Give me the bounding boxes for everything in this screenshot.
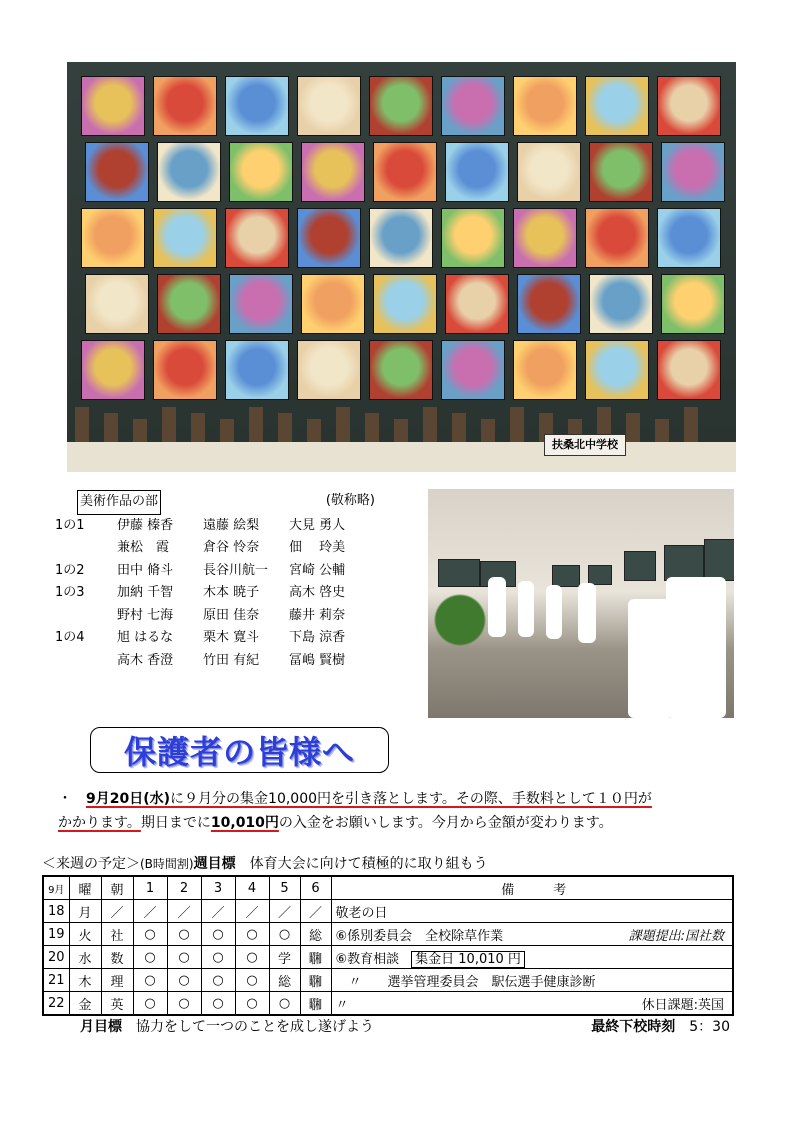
sculpture xyxy=(249,407,263,443)
wall-picture xyxy=(624,551,656,581)
schedule-cell: 数 xyxy=(101,946,133,969)
dismissal-label: 最終下校時刻 xyxy=(591,1019,676,1035)
sculpture xyxy=(162,407,176,443)
artwork xyxy=(585,208,649,268)
schedule-cell: 21 xyxy=(43,969,69,992)
artwork xyxy=(657,76,721,136)
artwork xyxy=(301,142,365,202)
header-cell: 曜 xyxy=(69,876,101,900)
student-name: 遠藤 絵梨 xyxy=(203,517,260,533)
student-name: 佃 玲美 xyxy=(289,540,346,555)
header-cell: 1 xyxy=(133,876,167,900)
monthly-goal-text: 協力をして一つのことを成し遂げよう xyxy=(136,1019,374,1035)
schedule-row xyxy=(43,969,733,992)
schedule-cell: ○ xyxy=(269,923,300,946)
schedule-cell: 18 xyxy=(43,900,69,923)
student-figure xyxy=(488,577,506,637)
artwork xyxy=(153,208,217,268)
note-text: 〃 選挙管理委員会 駅伝選手健康診断 xyxy=(335,974,596,990)
credit-row xyxy=(55,650,375,673)
student-name: 下島 涼香 xyxy=(289,630,346,645)
artwork xyxy=(369,208,433,268)
header-cell: 9月 xyxy=(43,876,69,900)
schedule-cell: ／ xyxy=(201,900,235,923)
display-shelf xyxy=(67,442,736,472)
student-name: 木本 暁子 xyxy=(203,585,260,600)
artwork xyxy=(157,142,221,202)
debit-date: 9月20日(水) xyxy=(86,791,171,807)
schedule-cell: ○ xyxy=(133,969,167,992)
artwork xyxy=(513,208,577,268)
artwork xyxy=(153,76,217,136)
schedule-row xyxy=(43,992,733,1016)
sculpture xyxy=(510,407,524,443)
note-cell xyxy=(331,946,733,969)
schedule-cell: ／ xyxy=(133,900,167,923)
schedule-cell: 社 xyxy=(101,923,133,946)
header-cell: 5 xyxy=(269,876,300,900)
note-text: ⑥教育相談 xyxy=(335,951,400,967)
parents-banner xyxy=(90,727,389,773)
schedule-cell: 22 xyxy=(43,992,69,1016)
wall-picture xyxy=(704,539,734,581)
credit-row xyxy=(55,605,375,628)
schedule-cell: 金 xyxy=(69,992,101,1016)
credits-honorific: (敬称略) xyxy=(325,493,375,508)
artwork xyxy=(225,340,289,400)
note-cell xyxy=(331,923,733,946)
schedule-cell: ○ xyxy=(235,946,269,969)
student-name: 兼松 霞 xyxy=(117,540,170,555)
schedule-cell: 木 xyxy=(69,969,101,992)
banner-text: 保護者の皆様へ xyxy=(123,733,355,771)
artwork xyxy=(513,76,577,136)
note-right-text: 休日課題:英国 xyxy=(641,997,724,1013)
artwork xyxy=(85,274,149,334)
exhibition-photo xyxy=(67,62,736,472)
schedule-cell: ○ xyxy=(167,992,201,1016)
artwork xyxy=(85,142,149,202)
schedule-row xyxy=(43,946,733,969)
schedule-cell: ／ xyxy=(101,900,133,923)
weekly-goal: 体育大会に向けて積極的に取り組もう xyxy=(249,856,488,872)
class-label: 1の2 xyxy=(55,562,85,578)
class-label: 1の3 xyxy=(55,585,85,600)
sculpture xyxy=(423,407,437,443)
schedule-cell: ○ xyxy=(201,969,235,992)
student-name: 伊藤 榛香 xyxy=(117,517,174,533)
artwork xyxy=(445,142,509,202)
student-name: 冨嶋 賢樹 xyxy=(289,652,346,668)
artwork xyxy=(517,142,581,202)
artwork xyxy=(589,142,653,202)
schedule-cell: ○ xyxy=(133,923,167,946)
artwork xyxy=(153,340,217,400)
student-figure xyxy=(546,585,562,639)
art-credits xyxy=(55,490,375,672)
artwork xyxy=(513,340,577,400)
artwork xyxy=(229,274,293,334)
student-name: 加納 千智 xyxy=(117,585,174,600)
artwork xyxy=(661,142,725,202)
weekly-schedule-table xyxy=(42,875,734,1016)
sculpture xyxy=(684,407,698,443)
potted-plant xyxy=(434,585,486,655)
artwork xyxy=(441,208,505,268)
header-cell: 4 xyxy=(235,876,269,900)
schedule-cell: ○ xyxy=(167,923,201,946)
class-label xyxy=(55,537,117,560)
credit-row xyxy=(55,627,375,650)
artwork xyxy=(297,340,361,400)
payment-amount: 10,010円 xyxy=(210,815,279,831)
schedule-cell: ㍼ xyxy=(300,946,331,969)
wall-picture xyxy=(552,565,580,587)
note-text: ⑥係別委員会 全校除草作業 xyxy=(335,928,504,944)
artwork xyxy=(441,340,505,400)
artwork xyxy=(585,76,649,136)
artwork xyxy=(369,76,433,136)
student-name: 高木 香澄 xyxy=(117,652,174,668)
school-name-plate: 扶桑北中学校 xyxy=(544,434,626,456)
schedule-cell: 月 xyxy=(69,900,101,923)
artwork xyxy=(225,208,289,268)
schedule-cell: 20 xyxy=(43,946,69,969)
artwork xyxy=(373,142,437,202)
student-name: 大見 勇人 xyxy=(289,517,346,533)
note-cell xyxy=(331,900,733,923)
artwork xyxy=(297,76,361,136)
schedule-cell: 総 xyxy=(300,923,331,946)
student-name: 倉谷 怜奈 xyxy=(203,540,260,555)
student-name: 原田 佳奈 xyxy=(203,607,260,623)
schedule-cell: ○ xyxy=(201,992,235,1016)
credit-row xyxy=(55,582,375,605)
schedule-cell: 理 xyxy=(101,969,133,992)
student-figure xyxy=(518,581,534,637)
header-cell: 3 xyxy=(201,876,235,900)
schedule-title: ＜来週の予定＞(B時間割)週目標 体育大会に向けて積極的に取り組もう xyxy=(42,856,488,872)
artwork xyxy=(297,208,361,268)
class-label xyxy=(55,605,117,628)
artwork xyxy=(157,274,221,334)
schedule-cell: ○ xyxy=(133,992,167,1016)
student-figure xyxy=(666,577,726,718)
student-name: 藤井 莉奈 xyxy=(289,607,346,623)
student-name: 野村 七海 xyxy=(117,607,174,623)
student-name: 高木 啓史 xyxy=(289,585,346,600)
header-cell: 2 xyxy=(167,876,201,900)
artwork xyxy=(589,274,653,334)
credit-row xyxy=(55,560,375,583)
class-label: 1の1 xyxy=(55,517,85,533)
wall-picture xyxy=(438,559,480,587)
schedule-cell: ○ xyxy=(201,946,235,969)
schedule-cell: 英 xyxy=(101,992,133,1016)
artwork xyxy=(661,274,725,334)
schedule-cell: ／ xyxy=(167,900,201,923)
note-text: 敬老の日 xyxy=(335,905,388,921)
schedule-cell: 19 xyxy=(43,923,69,946)
schedule-header-row xyxy=(43,876,733,900)
schedule-cell: 火 xyxy=(69,923,101,946)
header-cell: 朝 xyxy=(101,876,133,900)
monthly-goal-footer xyxy=(80,1016,730,1036)
artwork xyxy=(369,340,433,400)
note-text: 〃 xyxy=(335,997,349,1013)
artwork xyxy=(301,274,365,334)
artwork xyxy=(657,208,721,268)
schedule-cell: ○ xyxy=(235,923,269,946)
schedule-cell: ○ xyxy=(235,992,269,1016)
credit-row xyxy=(55,515,375,538)
artwork xyxy=(445,274,509,334)
artwork xyxy=(225,76,289,136)
artwork xyxy=(657,340,721,400)
artwork xyxy=(441,76,505,136)
credit-row xyxy=(55,537,375,560)
collection-day-box: 集金日 10,010 円 xyxy=(411,951,525,968)
schedule-cell: ㍼ xyxy=(300,992,331,1016)
student-name: 栗木 寛斗 xyxy=(203,630,260,645)
schedule-cell: ○ xyxy=(133,946,167,969)
payment-notice: ・ 9月20日(水)に９月分の集金10,000円を引き落とします。その際、手数料として１０円が かかります。期日までに10,010円の入金をお願いします。今月から金額が変わります。 xyxy=(58,791,652,831)
wall-picture xyxy=(588,565,612,585)
header-cell: 備 考 xyxy=(331,876,733,900)
sculpture xyxy=(336,407,350,443)
artwork xyxy=(229,142,293,202)
artwork xyxy=(81,340,145,400)
note-cell xyxy=(331,992,733,1016)
schedule-row xyxy=(43,923,733,946)
sculpture xyxy=(75,407,89,443)
note-cell xyxy=(331,969,733,992)
artwork xyxy=(81,76,145,136)
artwork xyxy=(517,274,581,334)
student-name: 宮崎 公輔 xyxy=(289,562,346,578)
schedule-cell: ㍼ xyxy=(300,969,331,992)
credits-heading: 美術作品の部 xyxy=(77,490,161,515)
schedule-row xyxy=(43,900,733,923)
header-cell: 6 xyxy=(300,876,331,900)
note-right-text: 課題提出:国社数 xyxy=(628,928,724,944)
schedule-cell: 総 xyxy=(269,969,300,992)
schedule-cell: ／ xyxy=(235,900,269,923)
schedule-cell: 学 xyxy=(269,946,300,969)
class-label: 1の4 xyxy=(55,630,85,645)
schedule-cell: ○ xyxy=(167,969,201,992)
student-name: 長谷川航一 xyxy=(203,562,269,578)
artwork xyxy=(81,208,145,268)
artwork xyxy=(585,340,649,400)
schedule-cell: ／ xyxy=(300,900,331,923)
student-name: 竹田 有紀 xyxy=(203,652,260,668)
student-name: 旭 はるな xyxy=(117,630,174,645)
wall-picture xyxy=(664,545,704,581)
monthly-goal-label: 月目標 xyxy=(80,1019,122,1035)
schedule-cell: ○ xyxy=(201,923,235,946)
schedule-cell: ○ xyxy=(269,992,300,1016)
schedule-cell: ／ xyxy=(269,900,300,923)
dismissal-time: 5：30 xyxy=(689,1019,730,1035)
class-label xyxy=(55,650,117,673)
schedule-cell: 水 xyxy=(69,946,101,969)
gallery-hall-photo xyxy=(428,489,734,718)
artwork xyxy=(373,274,437,334)
schedule-cell: ○ xyxy=(167,946,201,969)
student-figure xyxy=(578,583,596,643)
student-name: 田中 脩斗 xyxy=(117,562,174,578)
schedule-cell: ○ xyxy=(235,969,269,992)
